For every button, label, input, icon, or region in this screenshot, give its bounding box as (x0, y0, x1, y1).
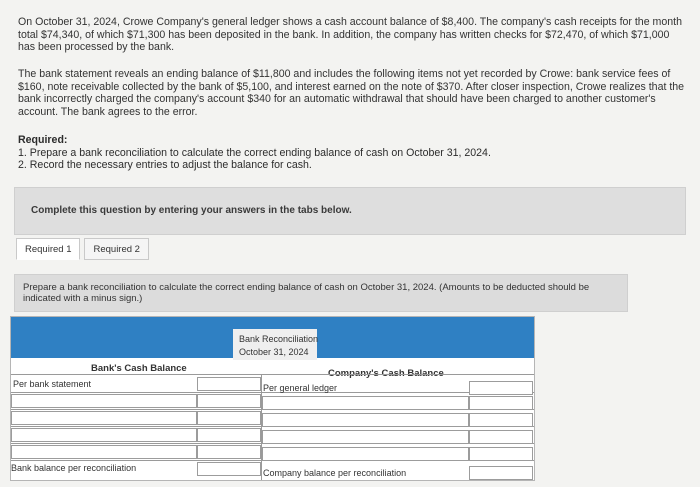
table-date: October 31, 2024 (239, 347, 309, 357)
question-prompt-box (14, 274, 628, 312)
bank-amount-input[interactable] (197, 445, 261, 459)
bank-amount-input[interactable] (197, 411, 261, 425)
bank-reconciliation-table (10, 316, 535, 481)
required-item-1: 1. Prepare a bank reconciliation to calculate the correct ending balance of cash on October 31, 2024. (18, 146, 491, 159)
tab-bar (16, 238, 149, 262)
company-amount-input[interactable] (469, 430, 533, 444)
bank-amount-input[interactable] (197, 394, 261, 408)
company-amount-input[interactable] (469, 447, 533, 461)
required-item-2: 2. Record the necessary entries to adjust the balance for cash. (18, 159, 312, 171)
company-description-input[interactable] (262, 396, 469, 410)
tab-required-1[interactable]: Required 1 (16, 238, 80, 260)
company-amount-input[interactable] (469, 413, 533, 427)
instructions-text: Complete this question by entering your answers in the tabs below. (31, 205, 352, 216)
bank-amount-input[interactable] (197, 377, 261, 391)
problem-paragraph-1: On October 31, 2024, Crowe Company's general ledger shows a cash account balance of $8,400. The company's cash receipts for the month total $74,340, of which $71,300 has been deposited in the bank. In addition, the company has written checks for $72,470, of which $71,000 has been processed by the bank. (18, 16, 682, 53)
company-total-input[interactable] (469, 466, 533, 480)
company-description-input[interactable] (262, 413, 469, 427)
bank-end-label: Bank balance per reconciliation (11, 463, 137, 473)
problem-paragraph-2: The bank statement reveals an ending balance of $11,800 and includes the following items not yet recorded by Crowe: bank service fees of $160, note receivable collected by the bank of $5,100, and interest earned on the note of $370. After closer inspection, Crowe realizes that the bank incorrectly charged the company's account $340 for an automatic withdrawal that should have been charged to another customer's account. The bank agrees to the error. (18, 68, 685, 118)
company-description-input[interactable] (262, 447, 469, 461)
company-amount-input[interactable] (469, 381, 533, 395)
bank-amount-input[interactable] (197, 428, 261, 442)
table-title-area (233, 329, 317, 360)
required-title: Required: (18, 134, 68, 146)
side-background (535, 316, 700, 487)
company-end-label: Company balance per reconciliation (263, 468, 407, 478)
required-block (18, 134, 678, 172)
company-amount-input[interactable] (469, 396, 533, 410)
bank-description-input[interactable] (11, 428, 197, 442)
bank-start-label: Per bank statement (13, 379, 92, 389)
bank-description-input[interactable] (11, 394, 197, 408)
question-prompt: Prepare a bank reconciliation to calculate the correct ending balance of cash on October 31, 2024. (Amounts to be deducted should be indicated with a minus sign.) (23, 282, 590, 304)
tab-required-2[interactable]: Required 2 (84, 238, 148, 260)
bank-description-input[interactable] (11, 411, 197, 425)
bank-total-input[interactable] (197, 462, 261, 476)
company-description-input[interactable] (262, 430, 469, 444)
instructions-banner (14, 187, 686, 235)
bank-description-input[interactable] (11, 445, 197, 459)
company-start-label: Per general ledger (263, 383, 338, 393)
column-divider (261, 374, 262, 480)
bank-cash-balance-header: Bank's Cash Balance (91, 363, 187, 374)
table-title: Bank Reconciliation (239, 334, 319, 344)
row-divider (11, 374, 534, 375)
